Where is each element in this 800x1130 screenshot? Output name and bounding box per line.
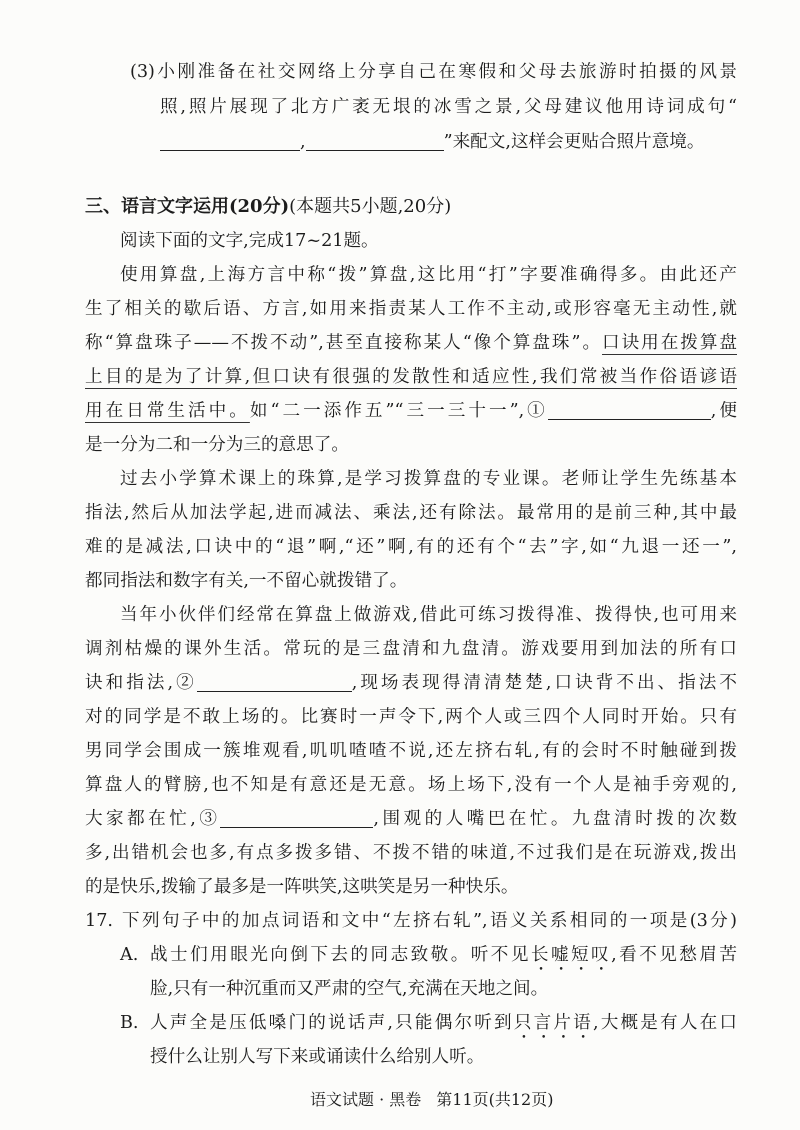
passage-line: 调剂枯燥的课外生活。常玩的是三盘清和九盘清。游戏要用到加法的所有口	[85, 639, 737, 659]
reading-section	[85, 224, 737, 1074]
passage-line: 都同指法和数字有关,一不留心就拨错了。	[85, 571, 408, 591]
passage-line: 当年小伙伴们经常在算盘上做游戏,借此可练习拨得准、拨得快,也可用来	[120, 605, 737, 625]
passage-line: 使用算盘,上海方言中称“拨”算盘,这比用“打”字要准确得多。由此还产	[120, 265, 737, 285]
question-3-text: 小刚准备在社交网络上分享自己在寒假和父母去旅游时拍摄的风景	[154, 62, 737, 82]
option-a-label: A.	[120, 945, 139, 965]
emphasized-phrase: 只言片语	[513, 1013, 593, 1033]
question-3-line-2: 照,照片展现了北方广袤无垠的冰雪之景,父母建议他用诗词成句“	[160, 97, 737, 117]
passage-line	[85, 666, 737, 700]
question-3-line-3	[160, 125, 737, 160]
option-b-line-2	[85, 1040, 737, 1074]
question-3-number: (3)	[130, 62, 155, 82]
option-text: 授什么让别人写下来或诵读什么给别人听。	[150, 1047, 485, 1067]
passage-text: 称“算盘珠子——不拨不动”,甚至直接称某人“像个算盘珠”。	[85, 333, 603, 353]
page-footer	[310, 1088, 553, 1112]
passage-line: 男同学会围成一簇堆观看,叽叽喳喳不说,还左挤右轧,有的会时不时触碰到拨	[85, 741, 737, 761]
answer-blank-3	[220, 809, 373, 828]
section-header-line	[85, 190, 737, 224]
option-text: 战士们用眼光向倒下去的同志致敬。听不见	[150, 945, 531, 965]
emphasized-phrase: 长嘘短叹	[530, 945, 612, 965]
passage-line: 多,出错机会也多,有点多拨多错、不拨不错的味道,不过我们是在玩游戏,拨出	[85, 843, 737, 863]
question-3-text: ”来配文,这样会更贴合照片意境。	[443, 132, 705, 152]
passage-text: ,现场表现得清清楚楚,口诀背不出、指法不	[351, 673, 738, 693]
passage-paragraph-2	[85, 462, 737, 598]
passage-paragraph-1	[85, 258, 737, 462]
option-text: 脸,只有一种沉重而又严肃的空气,充满在天地之间。	[150, 979, 549, 999]
passage-line	[85, 394, 737, 428]
passage-text: 诀和指法,②	[85, 673, 197, 693]
section-score: (20分)	[229, 196, 290, 217]
answer-blank-1	[548, 401, 711, 420]
section-header	[85, 190, 737, 224]
section-instruction: 阅读下面的文字,完成17~21题。	[120, 231, 379, 251]
passage-text: ,便	[710, 401, 737, 421]
option-b-text	[150, 1006, 737, 1043]
handwritten-underlined-text: 用在日常生活中。	[85, 401, 250, 421]
answer-blank-2	[197, 673, 352, 692]
answer-blank	[160, 132, 300, 151]
question-3-line-1	[130, 55, 737, 90]
option-a-line-2	[85, 972, 737, 1006]
option-text: 人声全是压低嗓门的说话声,只能偶尔听到	[150, 1013, 514, 1033]
passage-line: 算盘人的臂膀,也不知是有意还是无意。场上场下,没有一个人是袖手旁观的,	[85, 775, 737, 795]
passage-line: 难的是减法,口诀中的“退”啊,“还”啊,有的还有个“去”字,如“九退一还一”,	[85, 537, 737, 557]
section-title: 三、语言文字运用	[85, 196, 229, 217]
handwritten-underlined-text: 上目的是为了计算,但口诀有很强的发散性和适应性,我们常被当作俗语谚语	[85, 367, 737, 387]
passage-line: 是一分为二和一分为三的意思了。	[85, 435, 349, 455]
question-3	[130, 55, 737, 160]
option-a-line-1	[85, 938, 737, 972]
passage-line: 指法,然后从加法学起,进而减法、乘法,还有除法。最常用的是前三种,其中最	[85, 503, 737, 523]
question-17	[85, 904, 737, 1074]
passage-text: ,围观的人嘴巴在忙。九盘清时拨的次数	[373, 809, 737, 829]
question-17-text: 下列句子中的加点词语和文中“左挤右轧”,语义关系相同的一项是(3分)	[122, 911, 737, 931]
footer-page-number: 第11页(共12页)	[436, 1090, 554, 1109]
answer-blank	[306, 132, 444, 151]
question-number: 17.	[85, 911, 113, 931]
passage-line	[85, 326, 737, 360]
passage-line: 对的同学是不敢上场的。比赛时一声令下,两个人或三四个人同时开始。只有	[85, 707, 737, 727]
section-note: (本题共5小题,20分)	[289, 196, 452, 217]
passage-line	[85, 802, 737, 836]
option-b-label: B.	[120, 1013, 139, 1033]
option-a-text	[150, 938, 737, 975]
question-17-stem	[85, 904, 737, 938]
footer-subject: 语文试题 · 黑卷	[310, 1090, 422, 1109]
passage-line: 生了相关的歇后语、方言,如用来指责某人工作不主动,或形容毫无主动性,就	[85, 299, 737, 319]
option-text: ,大概是有人在口	[592, 1013, 737, 1033]
passage-text: 大家都在忙,③	[85, 809, 221, 829]
option-text: ,看不见愁眉苦	[611, 945, 737, 965]
passage-text: 如“二一添作五”“三一三十一”,①	[249, 401, 548, 421]
passage-line: 过去小学算术课上的珠算,是学习拨算盘的专业课。老师让学生先练基本	[120, 469, 737, 489]
handwritten-underlined-text: 口诀用在拨算盘	[602, 333, 737, 353]
option-b-line-1	[85, 1006, 737, 1040]
passage-paragraph-3	[85, 598, 737, 904]
passage-line: 的是快乐,拨输了最多是一阵哄笑,这哄笑是另一种快乐。	[85, 877, 519, 897]
question-3-text: ,	[300, 132, 306, 152]
passage-line	[85, 360, 737, 394]
